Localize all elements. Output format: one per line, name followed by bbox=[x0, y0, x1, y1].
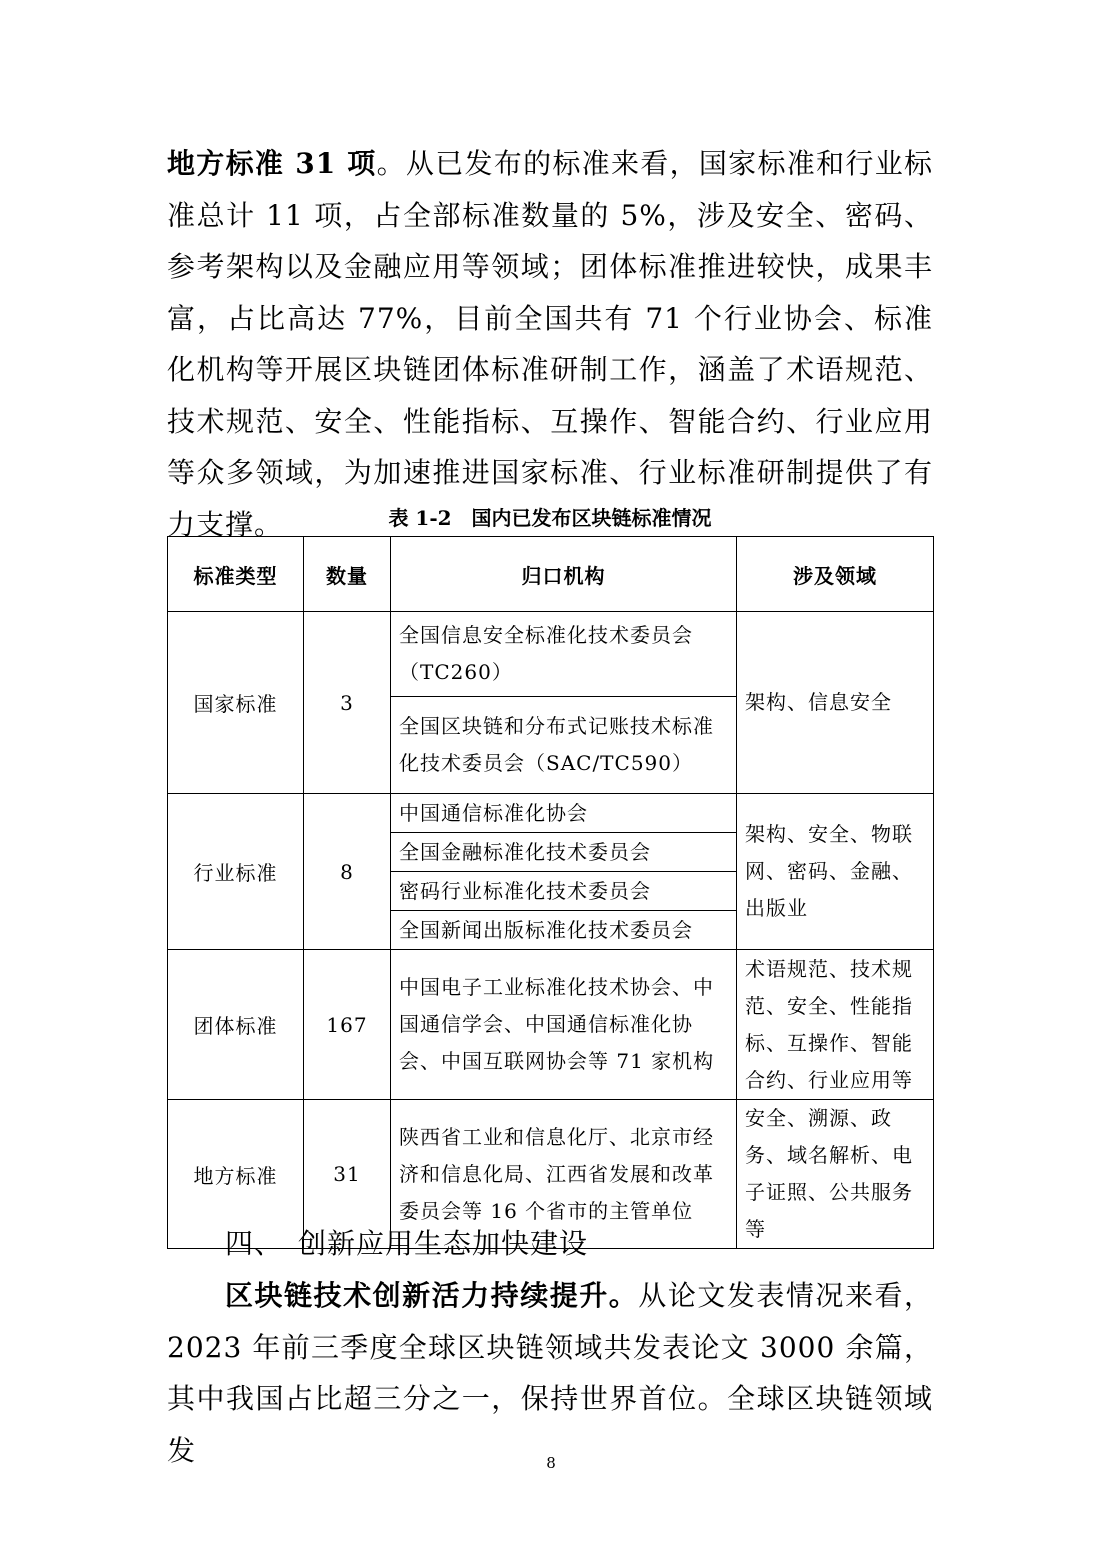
paragraph-lead: 区块链技术创新活力持续提升。 bbox=[225, 1279, 639, 1312]
header-count: 数量 bbox=[304, 537, 391, 612]
paragraph-text: 。从已发布的标准来看，国家标准和行业标准总计 11 项，占全部标准数量的 5%，涉及安全、密码、参考架构以及金融应用等领域；团体标准推进较快，成果丰富，占比高达 77%，目前全国共有 71 个行业协会、标准化机构等开展区块链团体标准研制工作，涵盖了术语规范、技术规范、安全、性能指标、互操作、智能合约、行业应用等众多领域，为加速推进国家标准、行业标准研制提供了有力支撑。 bbox=[167, 147, 933, 541]
cell-org: 中国电子工业标准化技术协会、中国通信学会、中国通信标准化协会、中国互联网协会等 71 家机构 bbox=[391, 950, 737, 1100]
cell-domain: 安全、溯源、政务、域名解析、电子证照、公共服务等 bbox=[737, 1100, 934, 1249]
cell-count: 167 bbox=[304, 950, 391, 1100]
cell-type: 国家标准 bbox=[168, 612, 304, 794]
header-domain: 涉及领域 bbox=[737, 537, 934, 612]
cell-count: 31 bbox=[304, 1100, 391, 1249]
cell-org: 陕西省工业和信息化厅、北京市经济和信息化局、江西省发展和改革委员会等 16 个省市的主管单位 bbox=[391, 1100, 737, 1249]
body-paragraph-standards bbox=[167, 138, 933, 550]
cell-type: 地方标准 bbox=[168, 1100, 304, 1249]
cell-domain: 架构、安全、物联网、密码、金融、出版业 bbox=[737, 794, 934, 950]
body-paragraph-innovation bbox=[167, 1270, 933, 1476]
cell-org: 全国区块链和分布式记账技术标准化技术委员会（SAC/TC590） bbox=[391, 697, 737, 794]
table-row bbox=[168, 950, 934, 1100]
cell-org: 中国通信标准化协会 bbox=[391, 794, 737, 833]
cell-domain: 术语规范、技术规范、安全、性能指标、互操作、智能合约、行业应用等 bbox=[737, 950, 934, 1100]
cell-org: 密码行业标准化技术委员会 bbox=[391, 872, 737, 911]
page-number: 8 bbox=[546, 1454, 556, 1472]
table-header-row bbox=[168, 537, 934, 612]
table-row bbox=[168, 794, 934, 833]
header-type: 标准类型 bbox=[168, 537, 304, 612]
cell-org: 全国金融标准化技术委员会 bbox=[391, 833, 737, 872]
table-row bbox=[168, 612, 934, 697]
header-org: 归口机构 bbox=[391, 537, 737, 612]
paragraph-text: 从论文发表情况来看，2023 年前三季度全球区块链领域共发表论文 3000 余篇，其中我国占比超三分之一，保持世界首位。全球区块链领域发 bbox=[167, 1279, 933, 1467]
cell-domain: 架构、信息安全 bbox=[737, 612, 934, 794]
paragraph-lead: 地方标准 31 项 bbox=[167, 147, 377, 180]
cell-type: 团体标准 bbox=[168, 950, 304, 1100]
standards-table bbox=[167, 536, 934, 1249]
cell-org: 全国新闻出版标准化技术委员会 bbox=[391, 911, 737, 950]
cell-count: 3 bbox=[304, 612, 391, 794]
cell-type: 行业标准 bbox=[168, 794, 304, 950]
cell-org: 全国信息安全标准化技术委员会（TC260） bbox=[391, 612, 737, 697]
table-caption: 表 1-2 国内已发布区块链标准情况 bbox=[388, 506, 712, 530]
cell-count: 8 bbox=[304, 794, 391, 950]
section-heading: 四、 创新应用生态加快建设 bbox=[225, 1227, 589, 1260]
